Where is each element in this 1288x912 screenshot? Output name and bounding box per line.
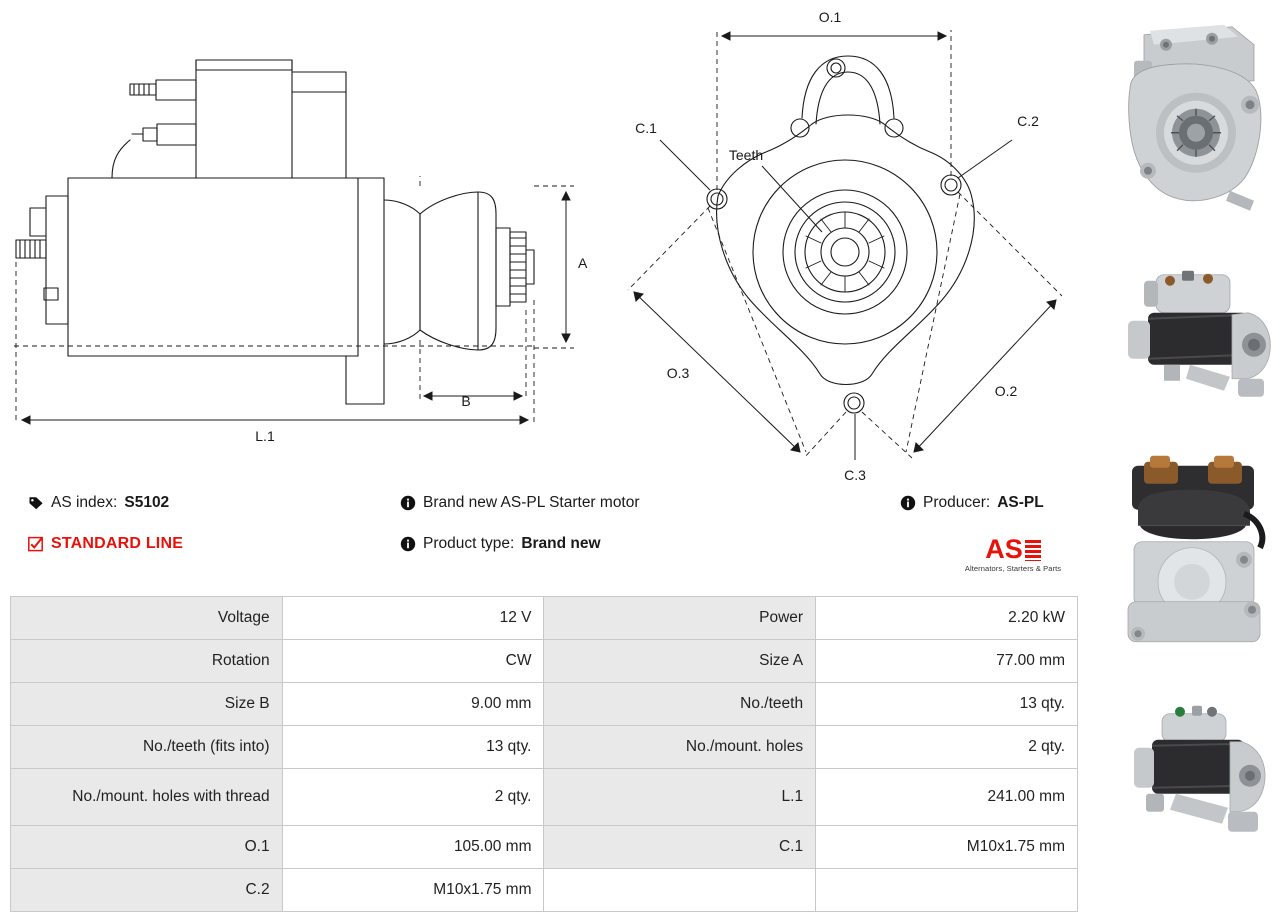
spec-value: 2 qty.: [282, 769, 544, 826]
as-index-label: AS index:: [51, 494, 118, 511]
spec-label: Size A: [544, 640, 816, 683]
table-row: [11, 640, 1078, 683]
info-column-middle: [400, 492, 640, 574]
starter-photo-rear[interactable]: [1104, 675, 1282, 895]
table-row: [11, 683, 1078, 726]
spec-value: 2 qty.: [816, 726, 1078, 769]
product-info-row: [0, 492, 1090, 584]
brand-new-text: Brand new AS-PL Starter motor: [423, 494, 640, 511]
info-column-right: [900, 492, 1044, 533]
producer-label: Producer:: [923, 494, 991, 511]
spec-label: C.1: [544, 826, 816, 869]
product-photo-strip: [1100, 0, 1288, 898]
spec-value: CW: [282, 640, 544, 683]
info-icon: [400, 536, 416, 552]
spec-label: Size B: [11, 683, 283, 726]
spec-value: 9.00 mm: [282, 683, 544, 726]
aspl-logo-mark: [985, 535, 1041, 563]
product-type-value: Brand new: [521, 535, 601, 552]
dim-label-a: A: [578, 255, 588, 271]
producer-line: [900, 492, 1044, 514]
tag-icon: [28, 495, 44, 511]
spec-empty-cell: [816, 869, 1078, 912]
spec-value: 2.20 kW: [816, 597, 1078, 640]
dim-label-o1: O.1: [818, 9, 842, 25]
product-type-line: [400, 533, 640, 555]
table-row: [11, 869, 1078, 912]
starter-photo-top-angled[interactable]: [1104, 4, 1282, 224]
spec-value: M10x1.75 mm: [282, 869, 544, 912]
spec-label: O.1: [11, 826, 283, 869]
info-column-left: [28, 492, 183, 574]
standard-line-badge: [28, 533, 183, 555]
dim-label-l1: L.1: [255, 428, 275, 444]
spec-value: M10x1.75 mm: [816, 826, 1078, 869]
spec-label: No./teeth: [544, 683, 816, 726]
table-row: [11, 769, 1078, 826]
spec-label: Rotation: [11, 640, 283, 683]
spec-empty-cell: [544, 869, 816, 912]
info-icon: [400, 495, 416, 511]
dim-label-o2: O.2: [994, 383, 1018, 399]
aspl-logo-bars: [1025, 540, 1041, 561]
spec-label: C.2: [11, 869, 283, 912]
spec-value: 13 qty.: [282, 726, 544, 769]
specifications-body: [11, 597, 1078, 912]
dim-label-c2: C.2: [1017, 113, 1039, 129]
aspl-logo-text: AS: [985, 534, 1023, 564]
spec-value: 77.00 mm: [816, 640, 1078, 683]
table-row: [11, 597, 1078, 640]
aspl-logo-subtitle: Alternators, Starters & Parts: [964, 564, 1062, 573]
spec-label: Voltage: [11, 597, 283, 640]
drawing-canvas: [0, 0, 1090, 482]
spec-value: 12 V: [282, 597, 544, 640]
dim-label-b: B: [461, 393, 471, 409]
table-row: [11, 726, 1078, 769]
as-index-value: S5102: [124, 494, 170, 511]
spec-label: Power: [544, 597, 816, 640]
aspl-logo: [955, 535, 1071, 573]
check-box-icon: [28, 536, 44, 552]
technical-drawings: [0, 0, 1090, 482]
dim-label-teeth: Teeth: [728, 147, 764, 163]
dim-label-c1: C.1: [635, 120, 657, 136]
spec-label: L.1: [544, 769, 816, 826]
standard-line-label: STANDARD LINE: [51, 535, 184, 552]
brand-new-line: [400, 492, 640, 514]
info-icon: [900, 495, 916, 511]
starter-photo-solenoid-detail[interactable]: [1104, 451, 1282, 671]
dim-label-c3: C.3: [844, 467, 866, 482]
as-index-line: [28, 492, 183, 514]
spec-label: No./teeth (fits into): [11, 726, 283, 769]
product-type-label: Product type:: [423, 535, 515, 552]
producer-value: AS-PL: [997, 494, 1044, 511]
spec-value: 13 qty.: [816, 683, 1078, 726]
specifications-table: [10, 596, 1078, 912]
table-row: [11, 826, 1078, 869]
spec-value: 241.00 mm: [816, 769, 1078, 826]
spec-value: 105.00 mm: [282, 826, 544, 869]
starter-photo-side[interactable]: [1104, 228, 1282, 448]
spec-label: No./mount. holes: [544, 726, 816, 769]
spec-label: No./mount. holes with thread: [11, 769, 283, 826]
dim-label-o3: O.3: [666, 365, 690, 381]
